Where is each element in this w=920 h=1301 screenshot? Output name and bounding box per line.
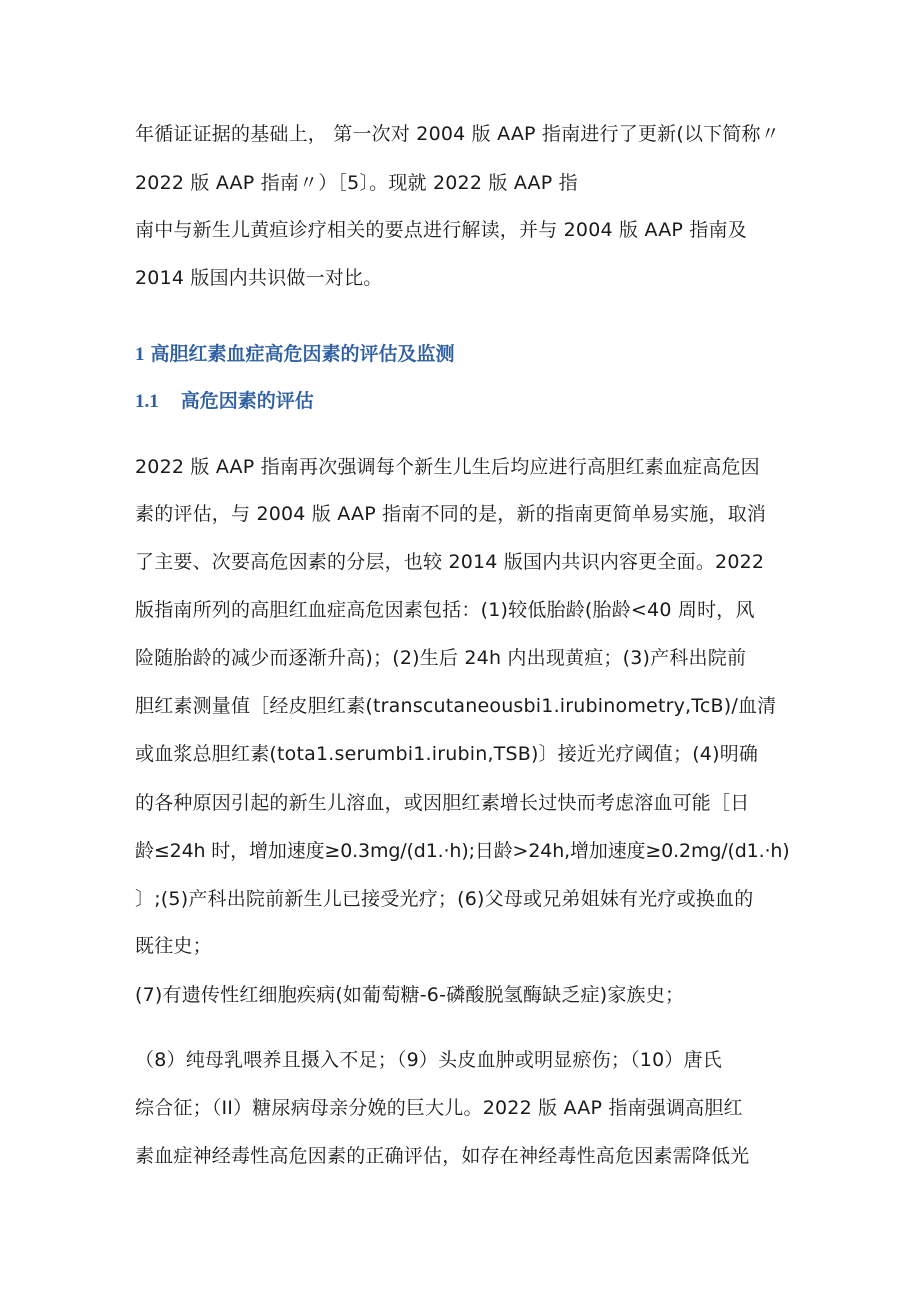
- section-number: 1: [135, 344, 145, 365]
- intro-line-1: 年循证证据的基础上， 第一次对 2004 版 AAP 指南进行了更新(以下简称〃: [135, 123, 780, 145]
- body-line-15: 素血症神经毒性高危因素的正确评估，如存在神经毒性高危因素需降低光: [135, 1145, 750, 1167]
- section-heading-1: [135, 342, 455, 367]
- body-line-9: 龄≤24h 时，增加速度≥0.3mg∕(d1.·h);日龄>24h,增加速度≥0.2mg∕(d1.·h): [135, 840, 790, 862]
- body-line-2: 素的评估，与 2004 版 AAP 指南不同的是，新的指南更简单易实施，取消: [135, 503, 767, 525]
- body-line-5: 险随胎龄的减少而逐渐升高)；(2)生后 24h 内出现黄疸；(3)产科出院前: [135, 647, 747, 669]
- body-line-7: 或血浆总胆红素(tota1.serumbi1.irubin,TSB)〕接近光疗阈值；(4)明确: [135, 743, 759, 765]
- body-line-14: 综合征；（II）糖尿病母亲分娩的巨大儿。2022 版 AAP 指南强调高胆红: [135, 1097, 743, 1119]
- body-line-3: 了主要、次要高危因素的分层，也较 2014 版国内共识内容更全面。2022: [135, 551, 765, 573]
- body-line-6: 胆红素测量值［经皮胆红素(transcutaneousbi1.irubinometry,TcB)∕血清: [135, 695, 777, 717]
- intro-line-3: 南中与新生儿黄疸诊疗相关的要点进行解读，并与 2004 版 AAP 指南及: [135, 219, 747, 241]
- body-line-1: 2022 版 AAP 指南再次强调每个新生儿生后均应进行高胆红素血症高危因: [135, 456, 760, 478]
- subsection-heading-1-1: [135, 389, 314, 414]
- body-line-12: (7)有遗传性红细胞疾病(如葡萄糖-6-磷酸脱氢酶缺乏症)家族史；: [135, 984, 685, 1006]
- body-line-4: 版指南所列的高胆红血症高危因素包括：(1)较低胎龄(胎龄<40 周时，风: [135, 599, 755, 621]
- section-title: 高胆红素血症高危因素的评估及监测: [150, 343, 455, 365]
- subsection-number: 1.1: [135, 391, 159, 412]
- intro-line-2: 2022 版 AAP 指南〃）［5〕。现就 2022 版 AAP 指: [135, 172, 578, 194]
- body-line-10: 〕;(5)产科出院前新生儿已接受光疗；(6)父母或兄弟姐妹有光疗或换血的: [135, 888, 754, 910]
- body-line-13: （8）纯母乳喂养且摄入不足；（9）头皮血肿或明显瘀伤；（10）唐氏: [135, 1049, 722, 1071]
- intro-line-4: 2014 版国内共识做一对比。: [135, 267, 383, 289]
- body-line-11: 既往史；: [135, 935, 212, 957]
- body-line-8: 的各种原因引起的新生儿溶血，或因胆红素增长过快而考虑溶血可能［日: [135, 792, 750, 814]
- subsection-title: 高危因素的评估: [180, 390, 314, 412]
